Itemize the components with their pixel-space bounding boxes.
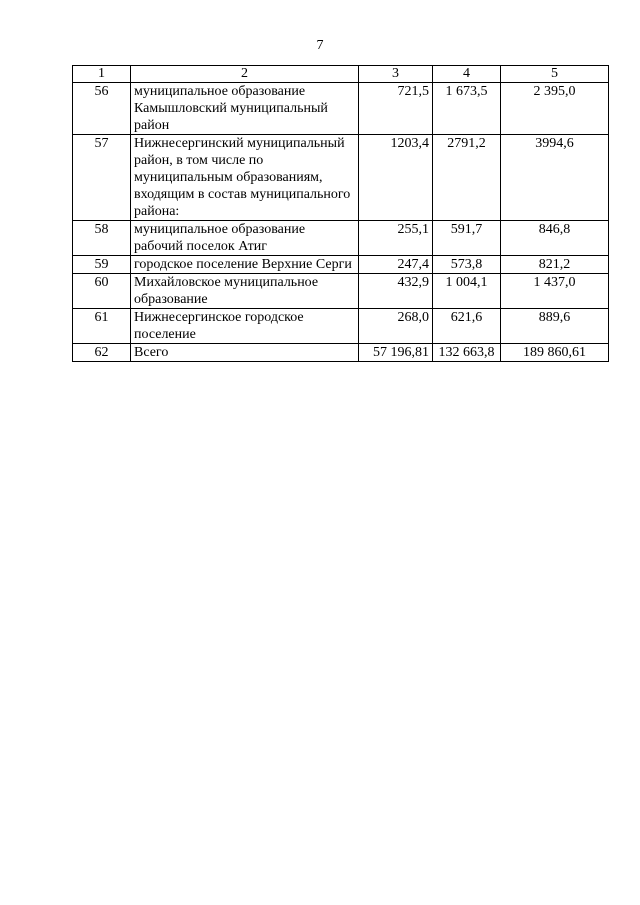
- total-col-3: 57 196,81: [359, 344, 433, 362]
- row-number: 58: [73, 221, 131, 256]
- value-col-5: 846,8: [501, 221, 609, 256]
- header-col-1: 1: [73, 66, 131, 83]
- municipality-name: Нижнесергинский муниципальный район, в том числе по муниципальным образованиям, входящим в состав муниципального района:: [131, 135, 359, 221]
- value-col-4: 591,7: [433, 221, 501, 256]
- row-number: 56: [73, 83, 131, 135]
- value-col-3: 432,9: [359, 274, 433, 309]
- value-col-5: 821,2: [501, 256, 609, 274]
- value-col-3: 255,1: [359, 221, 433, 256]
- value-col-4: 573,8: [433, 256, 501, 274]
- total-col-5: 189 860,61: [501, 344, 609, 362]
- municipality-name: муниципальное образование рабочий поселок Атиг: [131, 221, 359, 256]
- header-row: [73, 66, 609, 83]
- table-row: [73, 309, 609, 344]
- municipality-name: муниципальное образование Камышловский муниципальный район: [131, 83, 359, 135]
- municipality-name: Нижнесергинское городское поселение: [131, 309, 359, 344]
- value-col-3: 247,4: [359, 256, 433, 274]
- header-col-3: 3: [359, 66, 433, 83]
- row-number: 59: [73, 256, 131, 274]
- row-number: 62: [73, 344, 131, 362]
- table-row: [73, 83, 609, 135]
- row-number: 61: [73, 309, 131, 344]
- row-number: 57: [73, 135, 131, 221]
- total-label: Всего: [131, 344, 359, 362]
- total-col-4: 132 663,8: [433, 344, 501, 362]
- row-number: 60: [73, 274, 131, 309]
- value-col-4: 2791,2: [433, 135, 501, 221]
- value-col-4: 621,6: [433, 309, 501, 344]
- value-col-3: 268,0: [359, 309, 433, 344]
- budget-table: [72, 65, 609, 362]
- table-row: [73, 221, 609, 256]
- municipality-name: городское поселение Верхние Серги: [131, 256, 359, 274]
- header-col-5: 5: [501, 66, 609, 83]
- total-row: [73, 344, 609, 362]
- value-col-5: 3994,6: [501, 135, 609, 221]
- value-col-4: 1 004,1: [433, 274, 501, 309]
- value-col-5: 1 437,0: [501, 274, 609, 309]
- table-row: [73, 135, 609, 221]
- table-row: [73, 274, 609, 309]
- table-row: [73, 256, 609, 274]
- municipality-name: Михайловское муниципальное образование: [131, 274, 359, 309]
- value-col-3: 1203,4: [359, 135, 433, 221]
- header-col-4: 4: [433, 66, 501, 83]
- value-col-3: 721,5: [359, 83, 433, 135]
- header-col-2: 2: [131, 66, 359, 83]
- value-col-5: 889,6: [501, 309, 609, 344]
- value-col-4: 1 673,5: [433, 83, 501, 135]
- page-number: 7: [316, 38, 324, 53]
- value-col-5: 2 395,0: [501, 83, 609, 135]
